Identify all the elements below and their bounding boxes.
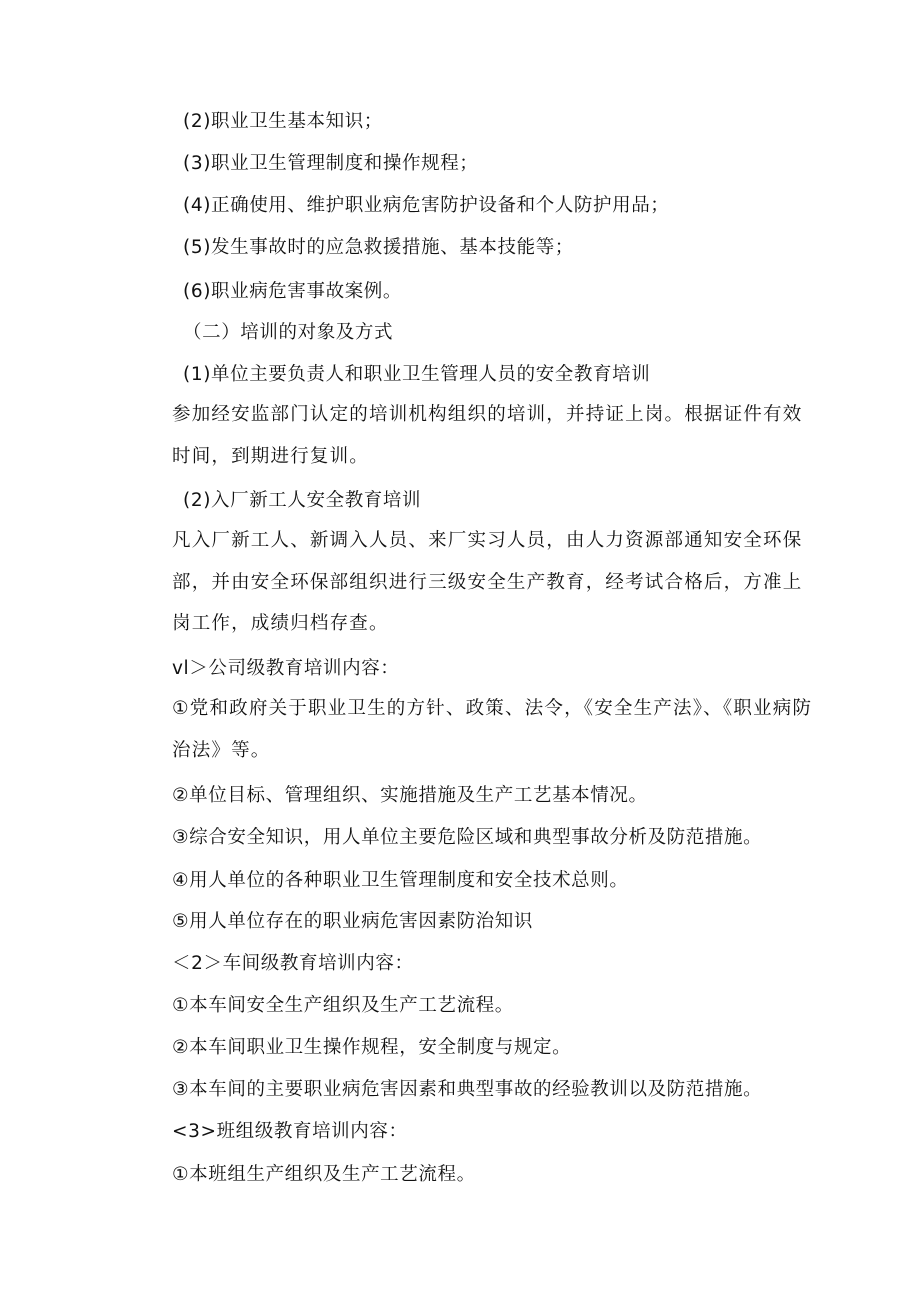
- list-item-5: (5)发生事故时的应急救援措施、基本技能等；: [183, 237, 574, 258]
- list-item-3: (3)职业卫生管理制度和操作规程；: [183, 153, 479, 174]
- paragraph-1: 参加经安监部门认定的培训机构组织的培训，并持证上岗。根据证件有效时间，到期进行复训。: [172, 404, 803, 467]
- paragraph-2: 凡入厂新工人、新调入人员、来厂实习人员，由人力资源部通知安全环保部，并由安全环保部组织进行三级安全生产教育，经考试合格后，方准上岗工作，成绩归档存查。: [172, 530, 803, 634]
- company-item-2: ②单位目标、管理组织、实施措施及生产工艺基本情况。: [172, 785, 648, 806]
- list-item-4: (4)正确使用、维护职业病危害防护设备和个人防护用品；: [183, 195, 670, 216]
- level-heading-team: <3>班组级教育培训内容：: [172, 1121, 408, 1142]
- list-item-6: (6)职业病危害事故案例。: [183, 281, 403, 302]
- subsection-heading-1: (1)单位主要负责人和职业卫生管理人员的安全教育培训: [183, 364, 651, 385]
- level-heading-company: vl＞公司级教育培训内容：: [172, 658, 400, 679]
- company-item-5: ⑤用人单位存在的职业病危害因素防治知识: [172, 911, 533, 932]
- section-heading: （二）培训的对象及方式: [183, 322, 394, 343]
- team-item-1: ①本班组生产组织及生产工艺流程。: [172, 1164, 476, 1185]
- workshop-item-2: ②本车间职业卫生操作规程，安全制度与规定。: [172, 1037, 572, 1058]
- workshop-item-1: ①本车间安全生产组织及生产工艺流程。: [172, 995, 514, 1016]
- level-heading-workshop: ＜2＞车间级教育培训内容：: [172, 953, 414, 974]
- company-item-4: ④用人单位的各种职业卫生管理制度和安全技术总则。: [172, 870, 629, 891]
- company-item-3: ③综合安全知识，用人单位主要危险区域和典型事故分析及防范措施。: [172, 827, 763, 848]
- subsection-heading-2: (2)入厂新工人安全教育培训: [183, 490, 422, 511]
- company-item-1: ①党和政府关于职业卫生的方针、政策、法令，《安全生产法》、《职业病防治法》等。: [172, 698, 813, 761]
- workshop-item-3: ③本车间的主要职业病危害因素和典型事故的经验教训以及防范措施。: [172, 1079, 763, 1100]
- list-item-2: (2)职业卫生基本知识；: [183, 111, 383, 132]
